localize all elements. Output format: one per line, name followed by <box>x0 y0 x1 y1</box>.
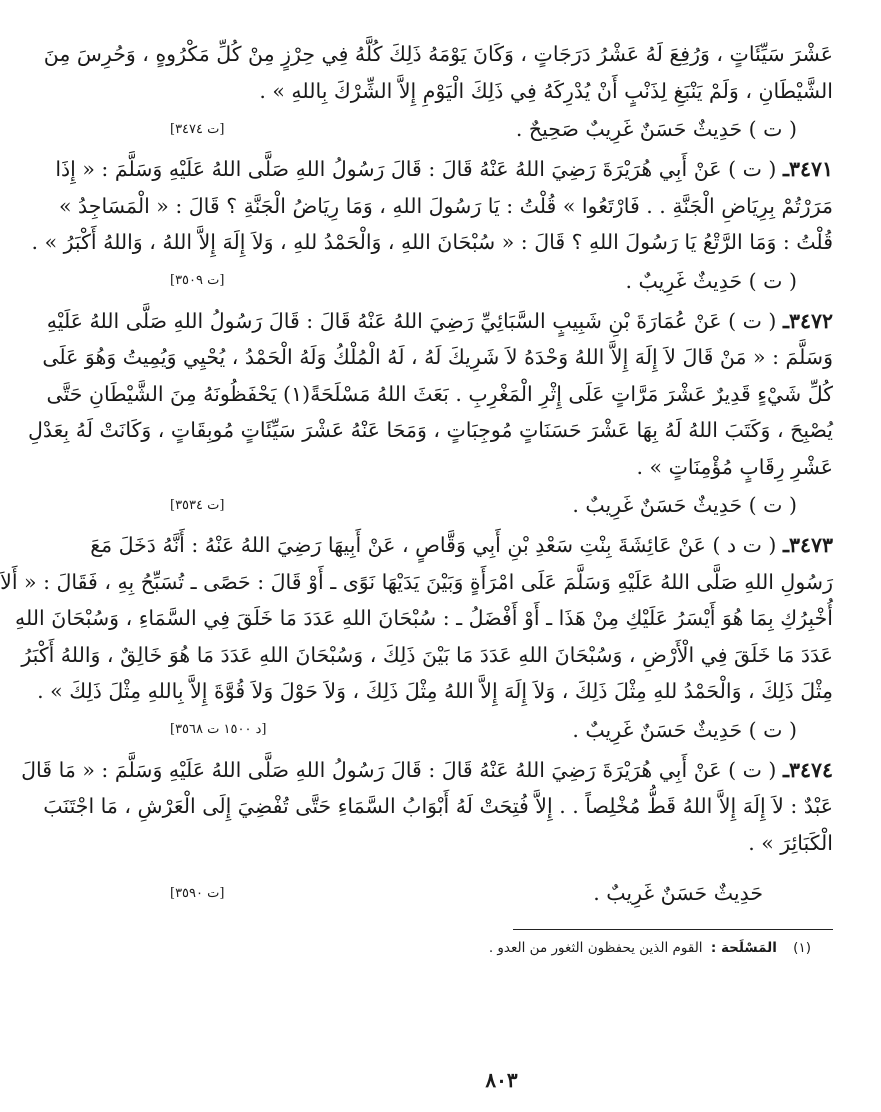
grade-row <box>170 109 797 149</box>
hadith-text: ( ت ) عَنْ أَبِي هُرَيْرَةَ رَضِيَ اللهُ عَنْهُ قَالَ : قَالَ رَسُولُ اللهِ صَلَّى اللهُ عَلَيْهِ وَسَلَّمَ : « إِذَا <box>55 157 777 181</box>
hadith-text: ( ت د ) عَنْ عَائِشَةَ بِنْتِ سَعْدِ بْنِ أَبِي وَقَّاصٍ ، عَنْ أَبِيهَا رَضِيَ اللهُ عَنْهُ : أَنَّهُ دَخَلَ مَعَ <box>90 533 777 557</box>
text-line: أُخْبِرُكِ بِمَا هُوَ أَيْسَرُ عَلَيْكِ مِنْ هَذَا ـ أَوْ أَفْضَلُ ـ : سُبْحَانَ اللهِ عَدَدَ مَا خَلَقَ فِي السَّمَاءِ ، وَسُبْحَانَ اللهِ <box>15 606 833 630</box>
grade-row <box>170 873 763 913</box>
hadith-number: ٣٤٧٣ـ <box>782 533 833 557</box>
text-line <box>90 527 833 564</box>
hadith-grade: ( ت ) حَدِيثٌ غَرِيبٌ . <box>625 268 797 293</box>
footnote-number: (١) <box>793 940 811 956</box>
book-page <box>0 36 833 1082</box>
text-line <box>55 151 833 188</box>
source-reference: [ ت ٣٥٣٤ ] <box>170 498 224 513</box>
hadith-text: ( ت ) عَنْ عُمَارَةَ بْنِ شَبِيبٍ السَّبَائِيِّ رَضِيَ اللهُ عَنْهُ قَالَ : قَالَ رَسُولُ اللهِ صَلَّى اللهُ عَلَيْهِ <box>46 308 777 333</box>
footnote-text: القوم الذين يحفظون الثغور من العدو . <box>488 940 703 956</box>
text-line: وَسَلَّمَ : « مَنْ قَالَ لاَ إِلَهَ إِلاَّ اللهُ وَحْدَهُ لاَ شَرِيكَ لَهُ ، لَهُ الْمُلْكُ وَلَهُ الْحَمْدُ ، يُحْيِي وَيُمِيتُ وَهُوَ عَلَى <box>42 345 833 369</box>
text-line: مِثْلَ ذَلِكَ ، وَالْحَمْدُ للهِ مِثْلَ ذَلِكَ ، وَلاَ إِلَهَ إِلاَّ اللهُ مِثْلَ ذَلِكَ ، وَلاَ حَوْلَ وَلاَ قُوَّةَ إِلاَّ بِاللهِ مِثْلَ ذَلِكَ » . <box>37 679 833 703</box>
hadith-number: ٣٤٧٢ـ <box>782 308 833 333</box>
grade-row <box>170 485 797 525</box>
footnote-term: المَسْلَحة : <box>710 940 777 956</box>
text-line: الْكَبَائِرَ » . <box>748 830 833 855</box>
hadith-number: ٣٤٧٤ـ <box>782 757 833 782</box>
text-line: رَسُولِ اللهِ صَلَّى اللهُ عَلَيْهِ وَسَلَّمَ عَلَى امْرَأَةٍ وَبَيْنَ يَدَيْهَا نَوًى ـ أَوْ قَالَ : حَصًى ـ تُسَبِّحُ بِهِ ، فَقَالَ : « أَلاَ <box>0 569 833 594</box>
hadith-number: ٣٤٧١ـ <box>782 157 833 181</box>
text-line: عَبْدٌ : لاَ إِلَهَ إِلاَّ اللهُ قَطُّ مُخْلِصاً . . إِلاَّ فُتِحَتْ لَهُ أَبْوَابُ السَّمَاءِ حَتَّى تُفْضِيَ إِلَى الْعَرْشِ ، مَا اجْتَنَبَ <box>43 794 833 818</box>
hadith-grade: حَدِيثٌ حَسَنٌ غَرِيبٌ . <box>593 881 763 905</box>
continued-hadith <box>43 36 833 149</box>
text-line: كُلِّ شَيْءٍ قَدِيرٌ عَشْرَ مَرَّاتٍ عَلَى إِثْرِ الْمَغْرِبِ . بَعَثَ اللهُ مَسْلَحَةً(١) يَحْفَظُونَهُ مِنَ الشَّيْطَانِ حَتَّى <box>46 381 833 406</box>
text-line: الشَّيْطَانِ ، وَلَمْ يَنْبَغِ لِذَنْبٍ أَنْ يُدْرِكَهُ فِي ذَلِكَ الْيَوْمِ إِلاَّ الشِّرْكَ بِاللهِ » . <box>259 78 833 103</box>
grade-row <box>170 261 797 301</box>
text-line: عَشْرِ رِقَابٍ مُؤْمِنَاتٍ » . <box>636 454 833 479</box>
grade-row <box>170 710 797 750</box>
hadith-3471 <box>31 151 833 301</box>
text-line: عَدَدَ مَا خَلَقَ فِي الْأَرْضِ ، وَسُبْحَانَ اللهِ عَدَدَ مَا بَيْنَ ذَلِكَ ، وَسُبْحَانَ اللهِ عَدَدَ مَا هُوَ خَالِقٌ ، وَاللهُ أَكْبَرُ <box>21 642 833 667</box>
text-line: عَشْرَ سَيِّئَاتٍ ، وَرُفِعَ لَهُ عَشْرُ دَرَجَاتٍ ، وَكَانَ يَوْمَهُ ذَلِكَ كُلَّهُ فِي حِرْزٍ مِنْ كُلِّ مَكْرُوهٍ ، وَحُرِسَ مِنَ <box>43 42 833 66</box>
text-line: قُلْتُ : وَمَا الرَّتْعُ يَا رَسُولَ اللهِ ؟ قَالَ : « سُبْحَانَ اللهِ ، وَالْحَمْدُ للهِ ، وَلاَ إِلَهَ إِلاَّ اللهُ ، وَاللهُ أَكْبَرُ » . <box>31 230 833 254</box>
source-reference: [ ت ٣٤٧٤ ] <box>170 122 224 137</box>
source-reference: [ ت ٣٥٠٩ ] <box>170 273 224 288</box>
hadith-3473 <box>0 527 833 750</box>
page-number: ٨٠٣ <box>485 1068 518 1092</box>
hadith-grade: ( ت ) حَدِيثٌ حَسَنٌ غَرِيبٌ . <box>572 717 797 742</box>
text-line <box>21 752 833 789</box>
text-line <box>46 303 833 340</box>
source-reference: [ د ١٥٠٠ ت ٣٥٦٨ ] <box>170 722 266 737</box>
source-reference: [ ت ٣٥٩٠ ] <box>170 886 224 901</box>
text-line: يُصْبِحَ ، وَكَتَبَ اللهُ لَهُ بِهَا عَشْرَ حَسَنَاتٍ مُوجِبَاتٍ ، وَمَحَا عَنْهُ عَشْرَ سَيِّئَاتٍ مُوبِقَاتٍ ، وَكَانَتْ لَهُ بِعَدْلِ <box>28 418 833 442</box>
hadith-text: ( ت ) عَنْ أَبِي هُرَيْرَةَ رَضِيَ اللهُ عَنْهُ قَالَ : قَالَ رَسُولُ اللهِ صَلَّى اللهُ عَلَيْهِ وَسَلَّمَ : « مَا قَالَ <box>21 757 777 782</box>
footnote-divider <box>513 929 833 930</box>
text-line: مَرَرْتُمْ بِرِيَاضِ الْجَنَّةِ . . فَارْتَعُوا » قُلْتُ : يَا رَسُولَ اللهِ ، وَمَا رِيَاضُ الْجَنَّةِ ؟ قَالَ : « الْمَسَاجِدُ » <box>58 193 833 218</box>
footnote <box>170 940 811 956</box>
hadith-grade: ( ت ) حَدِيثٌ حَسَنٌ غَرِيبٌ صَحِيحٌ . <box>515 117 797 141</box>
hadith-3472 <box>28 303 833 526</box>
hadith-3474 <box>21 752 833 914</box>
hadith-grade: ( ت ) حَدِيثٌ حَسَنٌ غَرِيبٌ . <box>572 493 797 517</box>
